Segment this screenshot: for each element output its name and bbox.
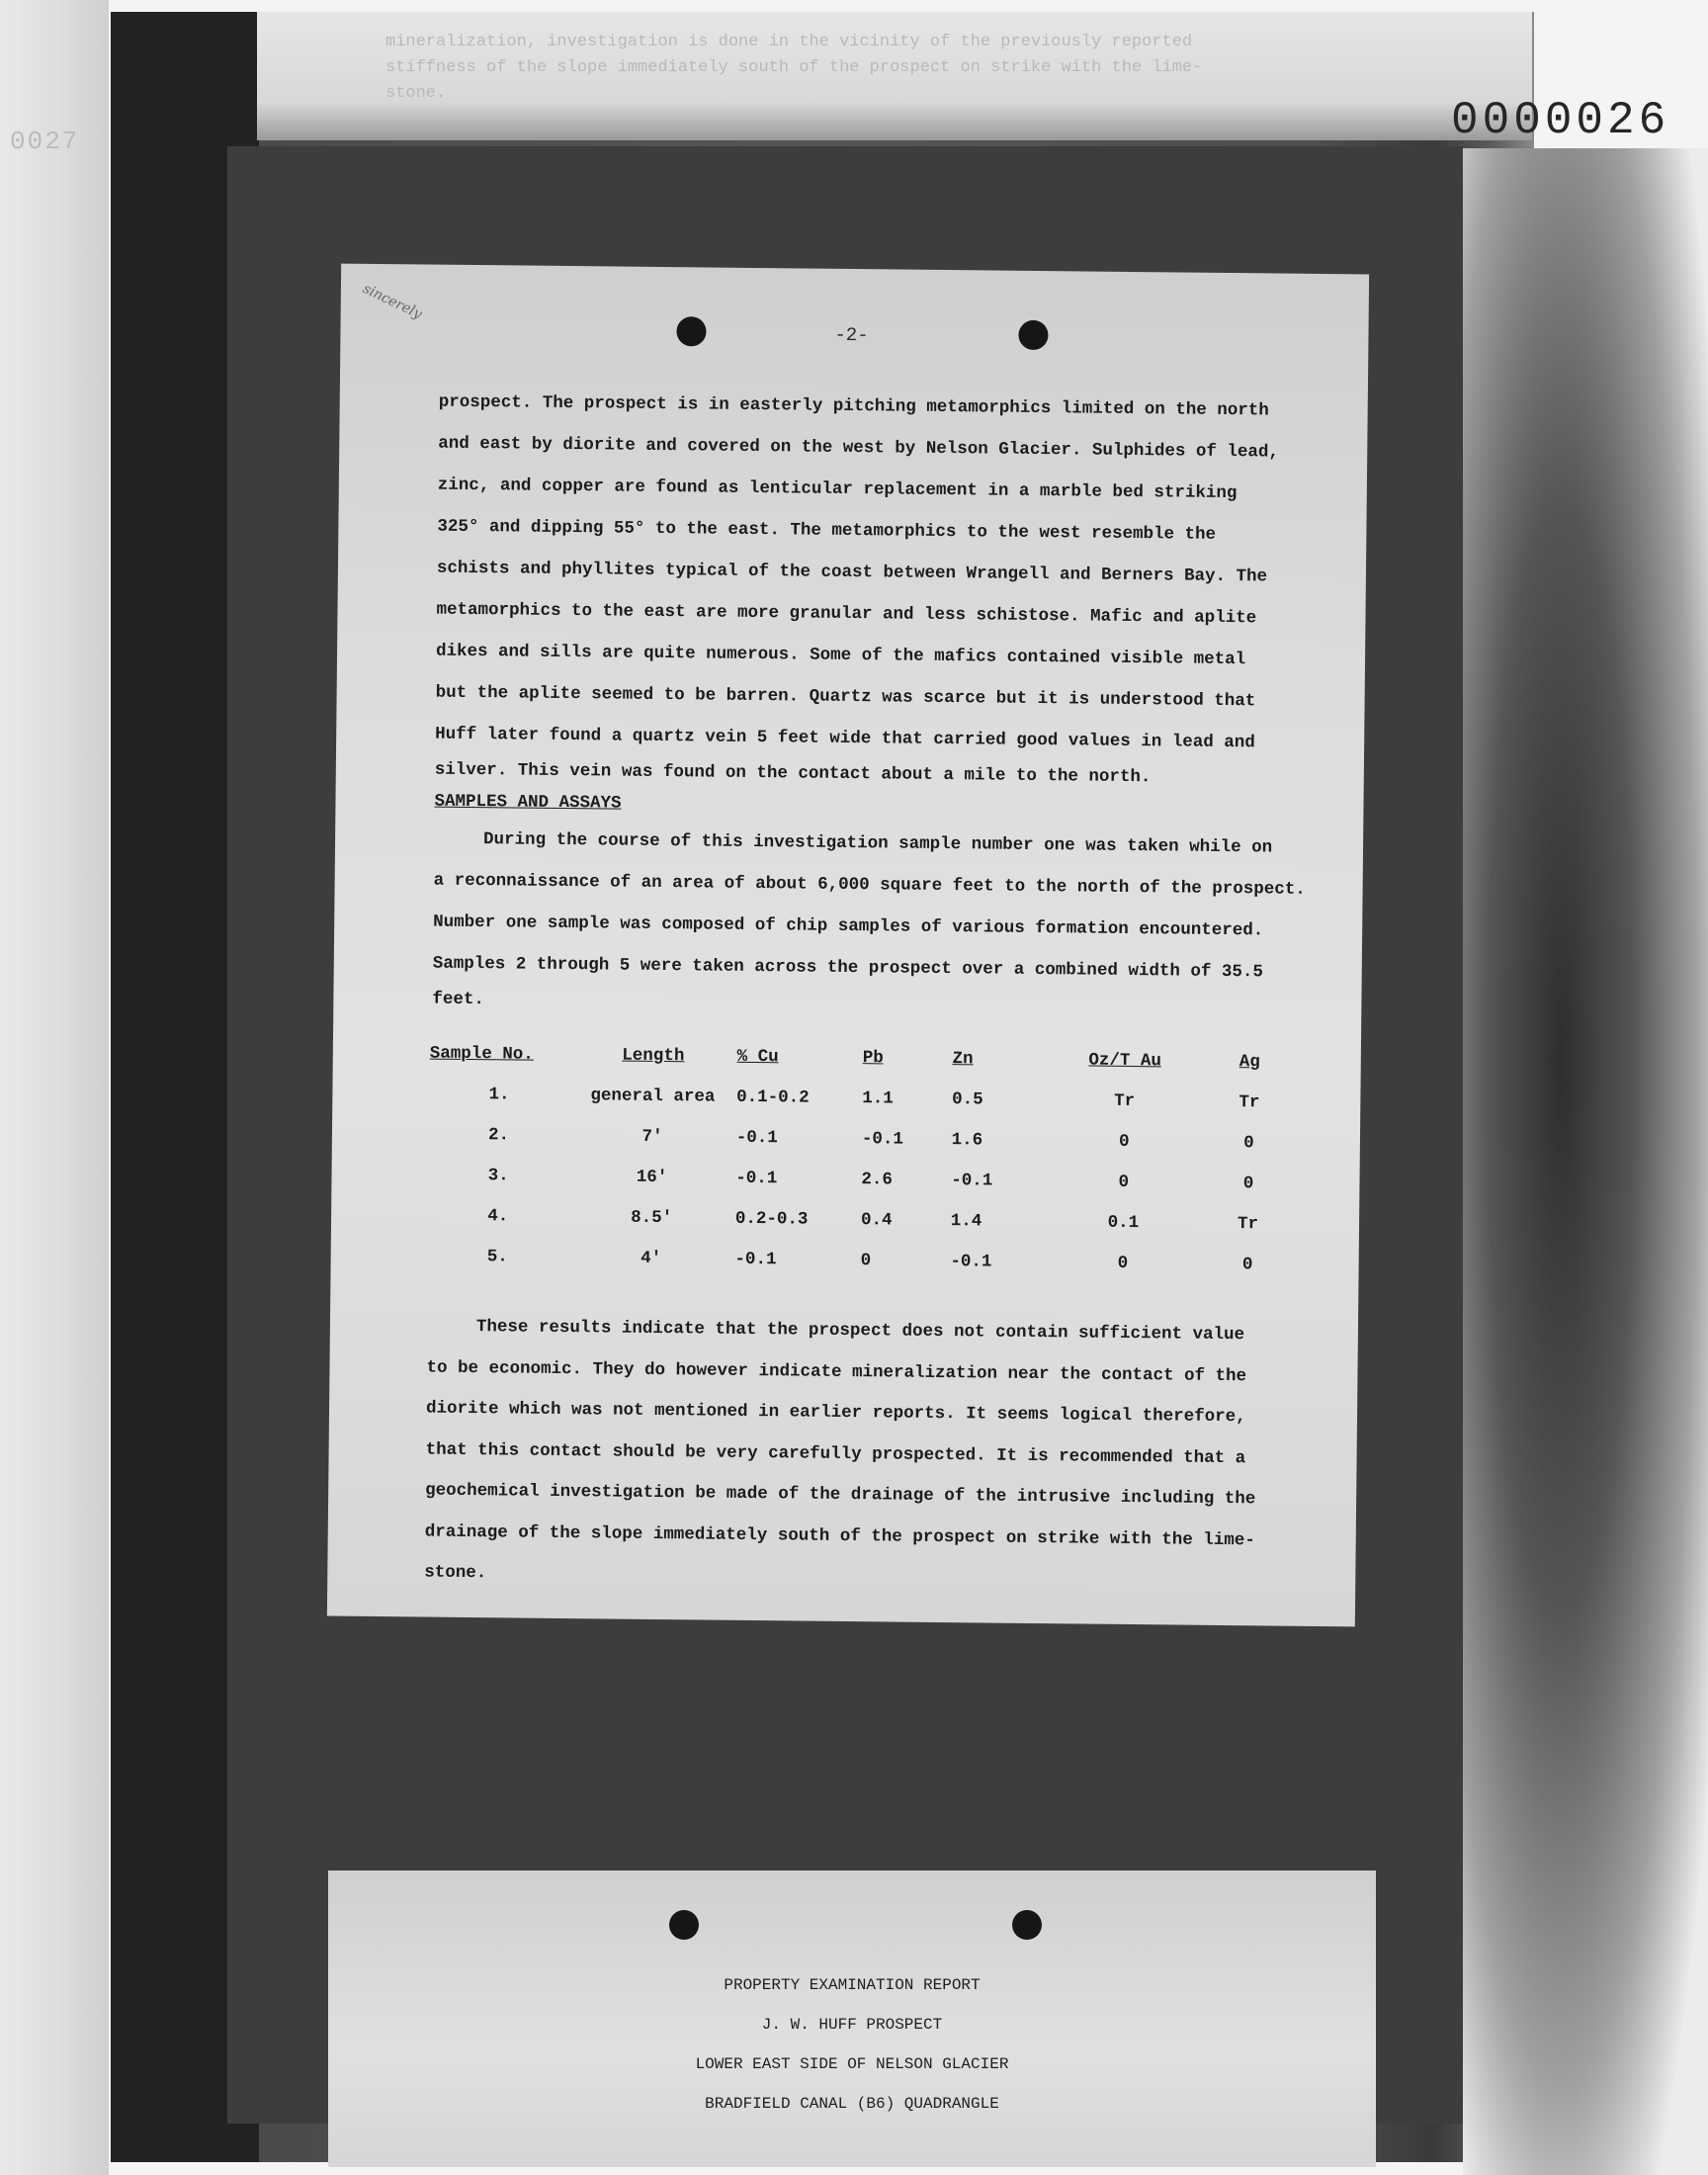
cover-line: J. W. HUFF PROSPECT [761,2016,943,2034]
table-cell: Tr [1238,1091,1260,1112]
table-cell: 1.1 [862,1088,894,1108]
table-cell: 0.1-0.2 [736,1087,810,1108]
body-line: and east by diorite and covered on the west by Nelson Glacier. Sulphides of lead, [438,433,1279,463]
table-cell: Tr [1114,1090,1136,1111]
col-length: Length [622,1045,685,1067]
cover-punch-hole-left-icon [669,1910,699,1940]
closing-line: to be economic. They do however indicate mineralization near the contact of the [426,1357,1247,1386]
section-heading: SAMPLES AND ASSAYS [434,791,622,814]
table-cell: 0.1 [1107,1212,1140,1233]
table-cell: Tr [1237,1213,1259,1234]
left-margin-marks: 0027 [10,127,80,156]
punch-hole-right-icon [1018,320,1048,350]
closing-line: geochemical investigation be made of the drainage of the intrusive including the [425,1480,1256,1510]
table-cell: 5. [486,1246,508,1266]
section-line: During the course of this investigation sample number one was taken while on [482,829,1273,858]
section-line: a reconnaissance of an area of about 6,000 square feet to the north of the prospect. [433,870,1306,900]
body-line: zinc, and copper are found as lenticular replacement in a marble bed striking [437,475,1238,504]
col-cu: % Cu [736,1046,779,1068]
body-line: metamorphics to the east are more granular and less schistose. Mafic and aplite [436,599,1257,629]
cover-line: PROPERTY EXAMINATION REPORT [724,1976,981,1994]
cover-line: BRADFIELD CANAL (B6) QUADRANGLE [705,2095,999,2113]
table-cell: 0 [1243,1132,1254,1153]
cover-sheet [328,1870,1376,2167]
closing-line: that this contact should be very carefully prospected. It is recommended that a [425,1439,1246,1468]
section-line: feet. [432,989,485,1010]
table-cell: 4' [640,1248,662,1268]
table-cell: -0.1 [735,1127,778,1148]
table-cell: -0.1 [734,1249,777,1269]
closing-line: drainage of the slope immediately south of the prospect on strike with the lime- [424,1522,1255,1550]
table-cell: 0 [1118,1172,1130,1192]
table-cell: 1. [488,1084,510,1104]
closing-line: diorite which was not mentioned in earlier reports. It seems logical therefore, [425,1398,1246,1428]
report-body [432,382,1328,1023]
cover-line: LOWER EAST SIDE OF NELSON GLACIER [695,2055,1009,2073]
body-line: but the aplite seemed to be barren. Quartz was scarce but it is understood that [435,682,1256,712]
col-sample-no: Sample No. [429,1043,534,1065]
page-number: -2- [834,323,869,347]
col-au: Oz/T Au [1088,1050,1161,1072]
table-cell: 8.5' [631,1207,673,1228]
body-line: silver. This vein was found on the contact about a mile to the north. [434,759,1152,788]
table-cell: 2. [487,1124,510,1145]
table-cell: 0 [1117,1253,1129,1273]
table-cell: 0.5 [952,1088,983,1109]
table-cell: -0.1 [735,1168,778,1188]
table-cell: 7' [641,1126,663,1147]
assay-table [427,1034,1300,1285]
right-shadow [1463,148,1708,2175]
table-cell: -0.1 [861,1128,904,1150]
table-cell: 0.2-0.3 [734,1208,809,1230]
closing-line: These results indicate that the prospect does not contain sufficient value [475,1317,1245,1346]
col-zn: Zn [952,1049,974,1070]
table-cell: 0 [1118,1131,1130,1152]
cover-punch-hole-right-icon [1012,1910,1042,1940]
table-cell: -0.1 [950,1251,992,1272]
body-line: prospect. The prospect is in easterly pitching metamorphics limited on the north [438,392,1269,421]
body-line: dikes and sills are quite numerous. Some of the mafics contained visible metal [435,641,1246,670]
section-line: Number one sample was composed of chip samples of various formation encountered. [433,912,1264,941]
table-cell: -0.1 [951,1170,993,1191]
table-cell: 0 [1242,1173,1254,1193]
ghost-line: mineralization, investigation is done in the vicinity of the previously reported [385,33,1193,51]
closing-paragraph [424,1307,1317,1604]
section-line: Samples 2 through 5 were taken across the prospect over a combined width of 35.5 [432,953,1263,983]
table-cell: 1.4 [950,1210,982,1231]
left-margin-strip [0,0,109,2175]
col-pb: Pb [862,1048,884,1069]
cover-title-block [328,1965,1376,2124]
table-cell: 1.6 [951,1129,983,1150]
table-cell: 16' [636,1167,668,1187]
ghost-line: stiffness of the slope immediately south of the prospect on strike with the lime- [385,58,1203,77]
table-cell: 4. [487,1205,509,1226]
typed-report-page [327,264,1369,1627]
table-cell: 0.4 [860,1209,893,1230]
table-row [427,1236,1297,1285]
table-cell: 3. [487,1165,509,1185]
pen-annotation: sincerely [360,281,425,323]
ghost-text-block [385,30,1275,107]
table-cell: 2.6 [861,1169,894,1189]
table-cell: 0 [860,1250,872,1270]
table-cell: 0 [1241,1254,1253,1274]
body-line: 325° and dipping 55° to the east. The metamorphics to the west resemble the [437,516,1217,545]
table-cell: general area [590,1085,716,1107]
col-ag: Ag [1238,1052,1260,1073]
punch-hole-left-icon [676,316,706,346]
body-line: Huff later found a quartz vein 5 feet wide that carried good values in lead and [435,724,1255,753]
body-line: schists and phyllites typical of the coast between Wrangell and Berners Bay. The [436,558,1268,587]
document-stamp-number: 0000026 [1451,95,1670,146]
closing-line: stone. [424,1562,487,1584]
ghost-line: stone. [385,84,447,103]
